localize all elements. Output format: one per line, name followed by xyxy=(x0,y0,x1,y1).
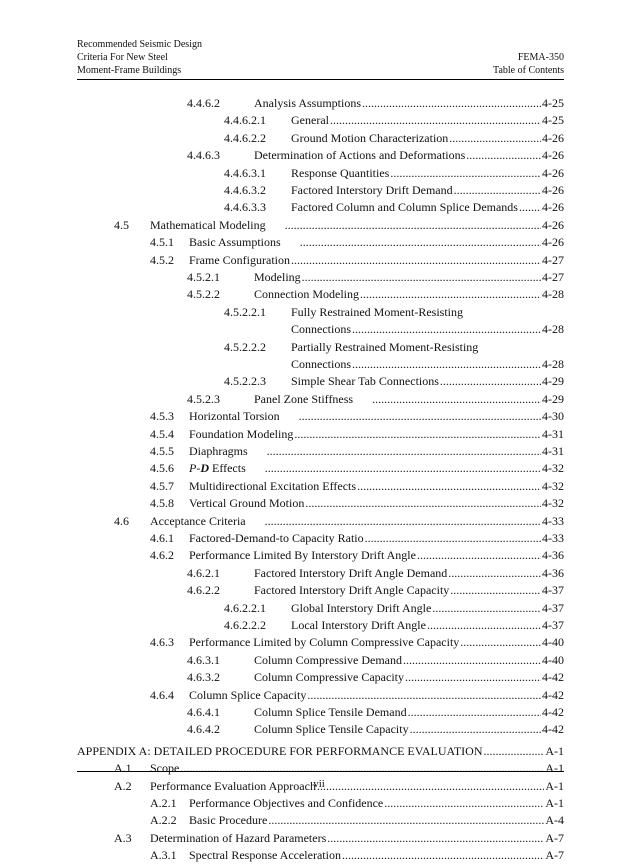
dot-leader xyxy=(307,688,541,703)
toc-entry-number: 4.5.8 xyxy=(150,496,174,511)
toc-entry-page: 4-28 xyxy=(542,287,564,302)
toc-entry-number: 4.5.2.2.2 xyxy=(224,339,266,354)
dot-leader xyxy=(265,461,541,476)
dot-leader xyxy=(360,287,541,302)
toc-entry[interactable] xyxy=(0,653,638,670)
toc-entry-title: Connections xyxy=(291,357,351,371)
dot-leader xyxy=(390,166,541,181)
toc-entry-page: 4-28 xyxy=(542,322,564,337)
toc-entry[interactable] xyxy=(0,566,638,583)
toc-entry-number: 4.6.3.2 xyxy=(187,670,220,685)
dot-leader xyxy=(299,409,541,424)
header-right xyxy=(493,51,564,77)
toc-entry-leader xyxy=(150,514,564,529)
header-right-line: FEMA-350 xyxy=(517,52,564,63)
toc-entry-page: 4-42 xyxy=(542,670,564,685)
toc-entry-number: 4.5.3 xyxy=(150,409,174,424)
toc-entry[interactable] xyxy=(0,796,638,813)
toc-entry-number: A.2 xyxy=(114,778,132,793)
toc-entry[interactable] xyxy=(0,409,638,426)
toc-entry[interactable] xyxy=(0,496,638,513)
toc-entry-page: 4-37 xyxy=(542,618,564,632)
toc-entry-title: Basic Procedure xyxy=(189,813,268,828)
toc-entry-number: A.3 xyxy=(114,830,132,845)
dot-leader xyxy=(327,831,544,846)
toc-entry-number: 4.4.6.2.1 xyxy=(224,113,266,128)
toc-entry-leader xyxy=(189,253,564,268)
toc-entry-title: Determination of Actions and Deformations xyxy=(254,148,466,163)
toc-entry-title: Ground Motion Characterization xyxy=(291,130,449,145)
toc-entry-page: A-7 xyxy=(545,830,564,845)
toc-entry-leader xyxy=(189,444,564,459)
toc-entry-number: 4.6 xyxy=(114,513,129,528)
toc-entry[interactable] xyxy=(0,688,638,705)
toc-entry-page: 4-25 xyxy=(542,96,564,110)
toc-entry-leader xyxy=(254,583,564,598)
header-right-line: Table of Contents xyxy=(493,65,564,76)
toc-entry[interactable] xyxy=(0,705,638,722)
dot-leader xyxy=(291,253,541,268)
toc-entry-title: Simple Shear Tab Connections xyxy=(291,374,439,389)
toc-entry-page: 4-27 xyxy=(542,270,564,284)
toc-entry-leader xyxy=(254,653,564,668)
header-rule xyxy=(77,79,564,80)
toc-entry-title: Column Splice Tensile Demand xyxy=(254,705,407,719)
toc-entry-title: Modeling xyxy=(254,270,301,284)
dot-leader xyxy=(365,531,541,546)
toc-entry[interactable] xyxy=(0,601,638,618)
toc-entry[interactable] xyxy=(0,848,638,865)
toc-entry-number: 4.6.2.1 xyxy=(187,565,220,580)
toc-entry-page: A-1 xyxy=(545,743,564,758)
toc-entry-number: 4.6.2.2.2 xyxy=(224,618,266,632)
toc-entry-title: Factored-Demand-to Capacity Ratio xyxy=(189,531,364,545)
toc-entry-title: Basic Assumptions xyxy=(189,235,281,250)
toc-entry-number: 4.6.3 xyxy=(150,635,174,650)
toc-entry-page: 4-37 xyxy=(542,600,564,615)
toc-entry-page: 4-42 xyxy=(542,687,564,702)
toc-entry-title: Vertical Ground Motion xyxy=(189,496,305,511)
dot-leader xyxy=(330,113,541,128)
toc-entry-title: Analysis Assumptions xyxy=(254,96,362,110)
toc-entry-page: 4-36 xyxy=(542,565,564,580)
toc-entry-leader xyxy=(189,813,564,828)
toc-entry-number: 4.5.2.2.1 xyxy=(224,304,266,319)
toc-entry-title: Frame Configuration xyxy=(189,252,290,267)
toc-entry-page: 4-28 xyxy=(542,357,564,371)
toc-entry-page: A-7 xyxy=(545,848,564,863)
dot-leader xyxy=(417,548,541,563)
toc-entry[interactable] xyxy=(0,322,638,339)
toc-entry-title: Column Splice Tensile Capacity xyxy=(254,722,409,737)
toc-entry[interactable] xyxy=(0,761,638,778)
dot-leader xyxy=(440,374,541,389)
toc-entry-leader xyxy=(291,131,564,146)
toc-entry-leader xyxy=(189,461,564,476)
toc-entry[interactable] xyxy=(0,287,638,304)
toc-entry[interactable] xyxy=(0,635,638,652)
toc-entry[interactable] xyxy=(0,583,638,600)
toc-entry-title: Column Compressive Capacity xyxy=(254,670,404,685)
toc-entry-page: 4-30 xyxy=(542,409,564,424)
dot-leader xyxy=(427,618,541,633)
footer-rule xyxy=(77,771,564,772)
toc-entry-number: A.1 xyxy=(114,761,132,776)
toc-entry-title: Horizontal Torsion xyxy=(189,409,280,424)
toc-entry[interactable] xyxy=(0,113,638,130)
toc-entry-number: 4.6.1 xyxy=(150,531,174,545)
toc-entry[interactable] xyxy=(0,479,638,496)
toc-entry[interactable] xyxy=(0,235,638,252)
toc-entry-leader xyxy=(291,618,564,633)
toc-entry-number: 4.5.2.2 xyxy=(187,287,220,302)
toc-entry-page: 4-29 xyxy=(542,391,564,406)
header-left-line: Moment-Frame Buildings xyxy=(77,65,182,76)
dot-leader xyxy=(484,744,545,759)
toc-entry-leader xyxy=(189,409,564,424)
toc-entry[interactable] xyxy=(0,744,638,761)
toc-entry[interactable] xyxy=(0,253,638,270)
toc-entry-number: 4.6.2 xyxy=(150,548,174,563)
toc-entry-number: 4.6.4.1 xyxy=(187,705,220,719)
toc-entry-leader xyxy=(189,688,564,703)
toc-entry-title: Factored Interstory Drift Demand xyxy=(291,183,453,197)
page-number: vii xyxy=(313,778,325,790)
dot-leader xyxy=(305,496,541,511)
toc-entry-number: 4.5.7 xyxy=(150,478,174,493)
toc-entry-number: 4.5.2.1 xyxy=(187,270,220,284)
toc-entry-number: 4.5.6 xyxy=(150,461,174,476)
toc-entry-leader xyxy=(254,96,564,111)
toc-entry-leader xyxy=(291,374,564,389)
toc-entry-page: 4-40 xyxy=(542,635,564,650)
toc-entry-number: 4.4.6.2 xyxy=(187,96,220,110)
toc-entry[interactable] xyxy=(0,374,638,391)
toc-entry-page: 4-33 xyxy=(542,531,564,545)
toc-entry-page: A-1 xyxy=(545,778,564,793)
toc-entry-page: A-4 xyxy=(545,813,564,828)
toc-entry-page: 4-42 xyxy=(542,705,564,719)
toc-entry-leader xyxy=(189,796,564,811)
toc-entry[interactable] xyxy=(0,305,638,322)
toc-entry-leader xyxy=(291,166,564,181)
toc-entry-title: Acceptance Criteria xyxy=(150,513,246,528)
toc-entry-title: Factored Interstory Drift Angle Capacity xyxy=(254,583,450,598)
toc-entry-number: 4.5.1 xyxy=(150,235,174,250)
toc-entry-title: Mathematical Modeling xyxy=(150,217,266,232)
toc-entry-title: Panel Zone Stiffness xyxy=(254,391,354,406)
toc-entry-number: 4.4.6.3.3 xyxy=(224,200,266,215)
toc-entry-title: P-D Effects xyxy=(189,461,246,476)
toc-entry-leader xyxy=(254,722,564,737)
toc-entry-page: 4-29 xyxy=(542,374,564,389)
toc-entry-title: APPENDIX A: DETAILED PROCEDURE FOR PERFORMANCE EVALUATION xyxy=(77,743,483,758)
toc-entry-title: Connections xyxy=(291,322,351,337)
toc-entry-leader xyxy=(189,479,564,494)
dot-leader xyxy=(410,722,541,737)
toc-entry-title: General xyxy=(291,113,329,128)
toc-entry-leader xyxy=(77,744,564,759)
dot-leader xyxy=(405,670,541,685)
toc-entry-number: A.2.2 xyxy=(150,813,177,828)
toc-entry-leader xyxy=(189,531,564,546)
dot-leader xyxy=(352,322,541,337)
header-left xyxy=(77,38,202,77)
toc-entry-leader xyxy=(254,670,564,685)
toc-entry-page: 4-32 xyxy=(542,461,564,476)
dot-leader xyxy=(384,796,544,811)
dot-leader xyxy=(449,131,541,146)
toc-entry[interactable] xyxy=(0,531,638,548)
dot-leader xyxy=(362,96,541,111)
toc-entry-leader xyxy=(254,392,564,407)
toc-entry[interactable] xyxy=(0,148,638,165)
dot-leader xyxy=(352,357,541,372)
dot-leader xyxy=(519,200,541,215)
toc-entry-title: Column Compressive Demand xyxy=(254,652,402,667)
dot-leader xyxy=(285,218,541,233)
dot-leader xyxy=(268,813,544,828)
header-left-line: Recommended Seismic Design xyxy=(77,39,202,50)
toc-entry[interactable] xyxy=(0,514,638,531)
toc-entry-title: Performance Objectives and Confidence xyxy=(189,796,384,810)
toc-entry-title: Performance Evaluation Approach xyxy=(150,778,316,793)
dot-leader xyxy=(372,392,541,407)
toc-entry-number: 4.6.4.2 xyxy=(187,722,220,737)
toc-entry-page: 4-32 xyxy=(542,478,564,493)
toc-entry-leader xyxy=(189,848,564,863)
dot-leader xyxy=(403,653,541,668)
toc-entry-title: Factored Interstory Drift Angle Demand xyxy=(254,565,448,580)
toc-entry-number: A.3.1 xyxy=(150,848,177,863)
dot-leader xyxy=(302,270,541,285)
toc-entry-page: 4-26 xyxy=(542,200,564,215)
toc-entry-leader xyxy=(254,148,564,163)
dot-leader xyxy=(342,848,544,863)
toc-entry-leader xyxy=(189,548,564,563)
toc-entry-title: Spectral Response Acceleration xyxy=(189,848,341,863)
toc-entry[interactable] xyxy=(0,831,638,848)
toc-entry[interactable] xyxy=(0,96,638,113)
dot-leader xyxy=(454,183,541,198)
toc-entry-leader xyxy=(291,601,564,616)
toc-entry-title: Scope xyxy=(150,761,180,776)
dot-leader xyxy=(408,705,541,720)
dot-leader xyxy=(267,444,541,459)
toc-entry-title: Response Quantities xyxy=(291,165,390,180)
toc-entry-page: 4-26 xyxy=(542,217,564,232)
toc-entry-number: 4.5.5 xyxy=(150,444,174,458)
toc-entry-number: 4.4.6.3.1 xyxy=(224,165,266,180)
dot-leader xyxy=(460,635,541,650)
toc-entry-title: Partially Restrained Moment-Resisting xyxy=(291,339,479,354)
toc-entry[interactable] xyxy=(0,183,638,200)
toc-entry-title: Global Interstory Drift Angle xyxy=(291,600,432,615)
toc-entry[interactable] xyxy=(0,461,638,478)
dot-leader xyxy=(432,601,541,616)
toc-entry[interactable] xyxy=(0,357,638,374)
toc-entry-title: Column Splice Capacity xyxy=(189,687,307,702)
dot-leader xyxy=(466,148,541,163)
toc-entry[interactable] xyxy=(0,670,638,687)
toc-entry[interactable] xyxy=(0,427,638,444)
toc-entry[interactable] xyxy=(0,548,638,565)
toc-entry-leader xyxy=(189,635,564,650)
dot-leader xyxy=(180,761,544,776)
toc-entry[interactable] xyxy=(0,392,638,409)
toc-entry-title: Multidirectional Excitation Effects xyxy=(189,478,357,493)
toc-entry-number: 4.5 xyxy=(114,217,129,232)
toc-entry-page: 4-26 xyxy=(542,165,564,180)
toc-entry[interactable] xyxy=(0,131,638,148)
toc-entry-title: Connection Modeling xyxy=(254,287,359,302)
toc-entry-leader xyxy=(291,357,564,372)
toc-entry-number: 4.6.2.2 xyxy=(187,583,220,598)
toc-entry-page: A-1 xyxy=(545,761,564,776)
toc-entry-leader xyxy=(254,705,564,720)
toc-entry-page: 4-26 xyxy=(542,148,564,163)
toc-entry-leader xyxy=(254,287,564,302)
toc-entry-page: 4-31 xyxy=(542,444,564,458)
toc-entry-leader xyxy=(254,270,564,285)
toc-entry-title: Local Interstory Drift Angle xyxy=(291,618,426,632)
dot-leader xyxy=(294,427,541,442)
toc-entry-number: 4.4.6.3 xyxy=(187,148,220,163)
toc-entry-leader xyxy=(189,496,564,511)
dot-leader xyxy=(448,566,541,581)
toc-entry-page: 4-26 xyxy=(542,183,564,197)
toc-entry-page: 4-33 xyxy=(542,513,564,528)
toc-entry[interactable] xyxy=(0,813,638,830)
toc-entry-number: 4.4.6.3.2 xyxy=(224,183,266,197)
toc-entry-leader xyxy=(291,322,564,337)
toc-entry-page: 4-26 xyxy=(542,130,564,145)
dot-leader xyxy=(357,479,541,494)
toc-entry-page: 4-25 xyxy=(542,113,564,128)
toc-entry-number: 4.6.2.2.1 xyxy=(224,600,266,615)
toc-entry[interactable] xyxy=(0,200,638,217)
toc-entry-title: Factored Column and Column Splice Demands xyxy=(291,200,518,215)
toc-entry-title: Determination of Hazard Parameters xyxy=(150,830,327,845)
toc-entry-title: Diaphragms xyxy=(189,444,248,458)
toc-entry[interactable] xyxy=(0,618,638,635)
toc-entry-leader xyxy=(150,831,564,846)
toc-entry-leader xyxy=(150,218,564,233)
toc-entry-leader xyxy=(189,427,564,442)
toc-entry-title: Fully Restrained Moment-Resisting xyxy=(291,304,463,319)
toc-entry-leader xyxy=(150,761,564,776)
toc-entry-leader xyxy=(291,183,564,198)
toc-entry-number: 4.6.3.1 xyxy=(187,652,220,667)
toc-entry-page: 4-31 xyxy=(542,426,564,441)
toc-entry[interactable] xyxy=(0,218,638,235)
toc-entry-leader xyxy=(291,200,564,215)
toc-entry-page: 4-32 xyxy=(542,496,564,511)
toc-entry-number: 4.5.2.3 xyxy=(187,391,220,406)
toc-entry-title: Foundation Modeling xyxy=(189,426,294,441)
toc-entry-number: 4.4.6.2.2 xyxy=(224,130,266,145)
toc-entry-title: Performance Limited by Column Compressive Capacity xyxy=(189,635,460,650)
toc-entry-title: Performance Limited By Interstory Drift Angle xyxy=(189,548,416,563)
toc-entry-number: 4.5.2.2.3 xyxy=(224,374,266,389)
toc-entry[interactable] xyxy=(0,444,638,461)
toc-entry[interactable] xyxy=(0,166,638,183)
toc-entry-page: 4-37 xyxy=(542,583,564,598)
toc-entry-number: A.2.1 xyxy=(150,796,177,810)
toc-entry-page: 4-26 xyxy=(542,235,564,250)
dot-leader xyxy=(450,583,541,598)
toc-entry-number: 4.5.4 xyxy=(150,426,174,441)
header-left-line: Criteria For New Steel xyxy=(77,52,168,63)
toc-entry-page: 4-36 xyxy=(542,548,564,563)
toc-entry-leader xyxy=(189,235,564,250)
toc-entry-leader xyxy=(254,566,564,581)
toc-entry-number: 4.6.4 xyxy=(150,687,174,702)
toc-entry-page: 4-27 xyxy=(542,252,564,267)
toc-entry[interactable] xyxy=(0,270,638,287)
toc-entry-page: 4-42 xyxy=(542,722,564,737)
toc-entry-number: 4.5.2 xyxy=(150,252,174,267)
toc-entry[interactable] xyxy=(0,340,638,357)
toc-entry-page: 4-40 xyxy=(542,652,564,667)
dot-leader xyxy=(300,235,541,250)
toc-entry[interactable] xyxy=(0,722,638,739)
dot-leader xyxy=(265,514,541,529)
toc-entry-page: A-1 xyxy=(545,796,564,810)
toc-entry-leader xyxy=(291,113,564,128)
